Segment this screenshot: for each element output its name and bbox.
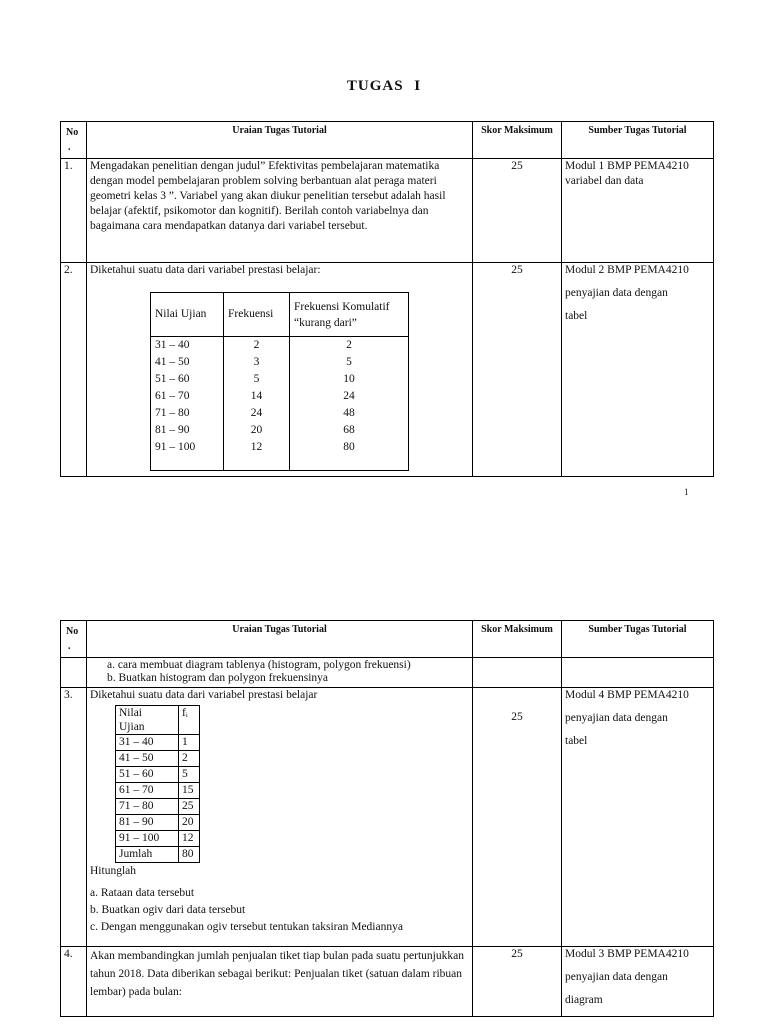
row-number: 2. [61,263,87,477]
table-row [61,159,714,263]
max-score: 25 [473,688,562,947]
kumulatif-column: 2 5 10 24 48 68 80 [290,337,409,471]
document-title: TUGAS I [346,78,422,94]
task-description: Diketahui suatu data dari variabel prestasi belajar: [90,264,321,276]
header-no: No . [61,122,87,159]
prompt-text: Hitunglah [90,865,136,877]
table-row [61,658,714,688]
row-number: 1. [61,159,87,263]
page-number: 1 [684,487,689,497]
task-description-cell [87,688,473,947]
header-skor: Skor Maksimum [473,621,562,658]
source-module: Modul 3 BMP PEMA4210 penyajian data dengan diagram [562,947,714,1017]
list-item: a. Rataan data tersebut [90,887,195,899]
task-description: Mengadakan penelitian dengan judul” Efektivitas pembelajaran matematika dengan model pembelajaran problem solving berbantuan alat peraga materi geometri kelas 3 ”. Variabel yang akan diukur penelitian tersebut adalah hasil belajar (afektif, psikomotor dan kognitif). Berilah contoh variabelnya dan bagaimana cara mendapatkan datanya dari variabel tersebut. [87,159,473,263]
col-header-fi: fᵢ [179,706,200,735]
source-module: Modul 4 BMP PEMA4210 penyajian data dengan tabel [562,688,714,947]
task-description: Akan membandingkan jumlah penjualan tiket tiap bulan pada suatu pertunjukkan tahun 2018. Data diberikan sebagai berikut: Penjualan tiket (satuan dalam ribuan lembar) pada bulan: [87,947,473,1017]
col-header-frekuensi: Frekuensi [224,293,290,337]
col-header-nilai: Nilai Ujian [151,293,224,337]
table-row [61,947,714,1017]
header-sumber: Sumber Tugas Tutorial [562,621,714,658]
col-header-kumulatif: Frekuensi Komulatif “kurang dari” [290,293,409,337]
header-uraian: Uraian Tugas Tutorial [87,621,473,658]
frekuensi-column: 2 3 5 14 24 20 12 [224,337,290,471]
list-item: c. Dengan menggunakan ogiv tersebut tentukan taksiran Mediannya [90,921,403,933]
table-row [61,688,714,947]
table-row [61,263,714,477]
task-table-page-1 [60,121,714,477]
row-number: 3. [61,688,87,947]
frequency-table: Nilai Ujian fᵢ 31 – 40 1 41 – 50 2 51 – 60 5 61 – 70 15 71 – 80 25 81 – 90 20 91 – 100 12 Jumlah 80 [115,705,200,863]
max-score: 25 [473,947,562,1017]
header-no: No . [61,621,87,658]
source-module: Modul 1 BMP PEMA4210 variabel dan data [562,159,714,263]
task-description-cell [87,263,473,477]
row-number: 4. [61,947,87,1017]
col-header-nilai: Nilai Ujian [116,706,179,735]
sub-question-list [90,885,469,936]
list-item: b. Buatkan ogiv dari data tersebut [90,904,246,916]
header-uraian: Uraian Tugas Tutorial [87,122,473,159]
header-skor: Skor Maksimum [473,122,562,159]
nilai-column: 31 – 40 41 – 50 51 – 60 61 – 70 71 – 80 81 – 90 91 – 100 [151,337,224,471]
max-score: 25 [473,263,562,477]
max-score: 25 [473,159,562,263]
task-description: Diketahui suatu data dari variabel prestasi belajar [90,689,318,701]
source-module: Modul 2 BMP PEMA4210 penyajian data dengan tabel [562,263,714,477]
header-sumber: Sumber Tugas Tutorial [562,122,714,159]
frequency-table [150,292,409,471]
task-table-page-2 [60,620,714,1017]
continued-items: a. cara membuat diagram tablenya (histogram, polygon frekuensi) b. Buatkan histogram dan polygon frekuensinya [87,658,473,688]
